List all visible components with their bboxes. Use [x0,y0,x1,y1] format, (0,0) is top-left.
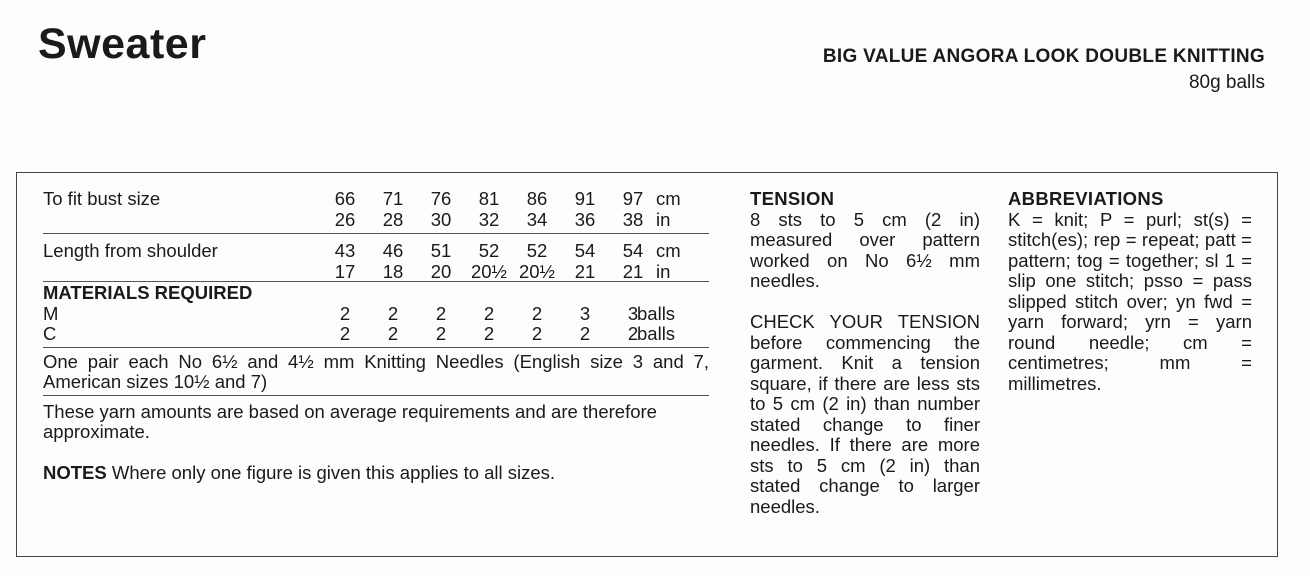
bust-size-row [43,189,709,230]
tension-heading: TENSION [750,188,835,209]
needles-text: One pair each No 6½ and 4½ mm Knitting Needles (English size 3 and 7, American sizes 10½ and 7) [43,350,709,392]
colour-c-balls: 2 [579,323,591,344]
bust-cm-value: 66 [334,188,356,209]
length-in-value: 20½ [518,260,555,282]
colour-m-balls: 2 [387,302,399,324]
bust-in-value: 26 [334,208,356,230]
unit-label: balls [637,323,676,344]
divider [43,395,709,396]
length-row [43,241,709,282]
length-cm-value: 43 [334,240,356,261]
sizes-materials-column [43,189,709,484]
tension-column [750,189,980,517]
colour-m-balls: 2 [531,302,543,324]
colour-c-balls: 2 [339,323,351,344]
bust-cm-value: 86 [526,188,548,209]
notes-text: Where only one figure is given this applies to all sizes. [106,462,556,483]
notes-label: NOTES [43,462,107,483]
bust-cm-value: 76 [430,188,452,209]
yarn-name: BIG VALUE ANGORA LOOK DOUBLE KNITTING [822,46,1265,67]
bust-in-value: 38 [622,208,644,230]
colour-c-balls: 2 [483,323,495,344]
colour-c-balls: 2 [387,323,399,344]
bust-in-value: 34 [526,208,548,230]
bust-in-value: 28 [382,208,404,230]
bust-cm-value: 91 [574,188,596,209]
unit-label: in [656,208,671,230]
colour-m-balls: 2 [483,302,495,324]
length-cm-value: 54 [622,240,644,261]
length-cm-value: 54 [574,240,596,261]
length-in-value: 21 [574,260,596,282]
colour-c-label: C [43,323,57,344]
bust-in-value: 36 [574,208,596,230]
materials-block [43,283,709,345]
colour-m-balls: 2 [339,302,351,324]
divider [43,347,709,348]
yarn-amount-note: These yarn amounts are based on average requirements and are therefore approximate. [43,400,657,442]
divider [43,233,709,234]
bust-in-value: 30 [430,208,452,230]
yarn-brand [823,44,1265,96]
bust-cm-value: 97 [622,188,644,209]
colour-m-balls: 3 [579,302,591,324]
abbreviations-heading: ABBREVIATIONS [1008,188,1164,209]
pattern-info-panel [16,172,1278,557]
notes-paragraph [43,463,709,484]
bust-size-label: To fit bust size [43,188,161,209]
bust-cm-value: 71 [382,188,404,209]
bust-in-value: 32 [478,208,500,230]
colour-m-balls: 3 [627,302,639,324]
length-in-value: 18 [382,260,404,282]
length-cm-value: 46 [382,240,404,261]
length-in-value: 21 [622,260,644,282]
length-in-value: 20½ [470,260,507,282]
unit-label: cm [656,240,681,261]
tension-text: 8 sts to 5 cm (2 in) measured over pattern worked on No 6½ mm needles. [750,208,980,291]
colour-c-balls: 2 [627,323,639,344]
page-title: Sweater [38,20,207,68]
abbreviations-column [1008,189,1252,394]
colour-m-label: M [43,302,59,324]
ball-weight: 80g balls [1188,72,1265,93]
length-cm-value: 51 [430,240,452,261]
unit-label: balls [637,302,676,324]
bust-cm-value: 81 [478,188,500,209]
colour-c-balls: 2 [435,323,447,344]
length-cm-value: 52 [478,240,500,261]
colour-m-balls: 2 [435,302,447,324]
length-in-value: 20 [430,260,452,282]
check-tension-text: CHECK YOUR TENSION before commencing the garment. Knit a tension square, if there are less sts to 5 cm (2 in) than number stated change to finer needles. If there are more sts to 5 cm (2 in) than stated change to larger needles. [750,311,980,517]
length-label: Length from shoulder [43,240,218,261]
abbreviations-text: K = knit; P = purl; st(s) = stitch(es); rep = repeat; patt = pattern; tog = together; sl 1 = slip one stitch; psso = pass slipped stitch over; yn fwd = yarn forward; yrn = yarn round needle; cm = centimetres; mm = millimetres. [1008,208,1252,394]
length-cm-value: 52 [526,240,548,261]
materials-heading: MATERIALS REQUIRED [43,282,253,303]
colour-c-balls: 2 [531,323,543,344]
length-in-value: 17 [334,260,356,282]
unit-label: cm [656,188,681,209]
unit-label: in [656,260,671,282]
